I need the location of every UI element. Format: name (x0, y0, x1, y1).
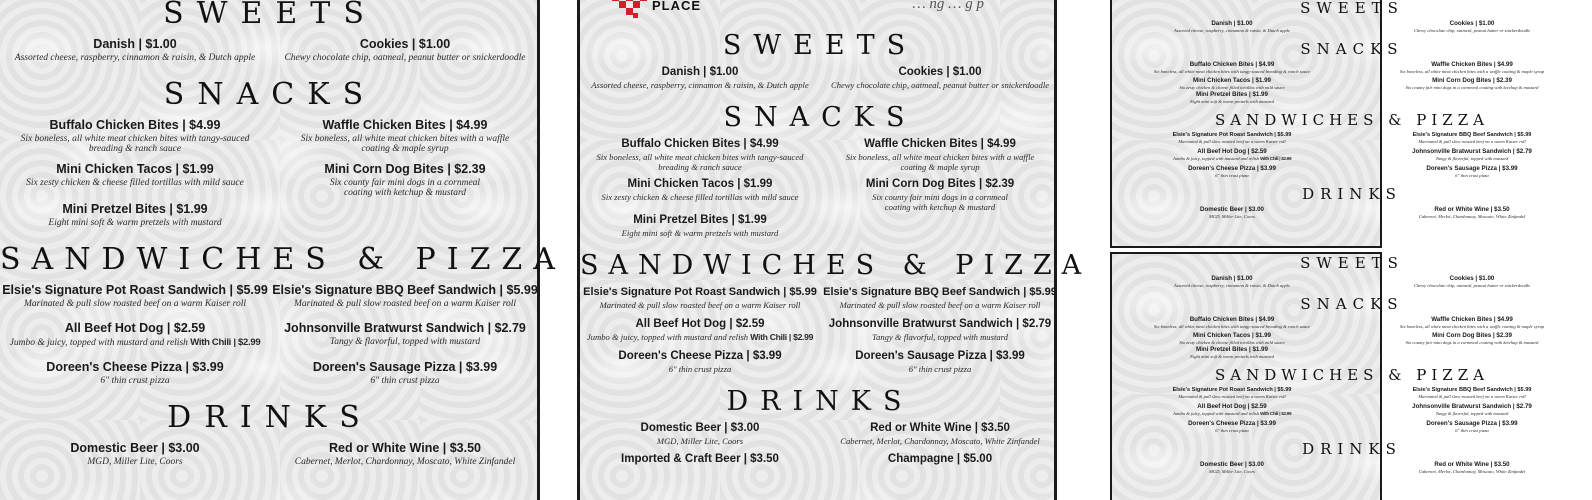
menu-item: Domestic Beer | $3.00 MGD, Miller Lite, Coors (1200, 461, 1264, 474)
section-title-drinks: DRINKS (1302, 440, 1402, 458)
section-title-drinks: DRINKS (1302, 185, 1402, 203)
section-title-snacks: SNACKS (1300, 295, 1404, 313)
menu-item: Doreen's Cheese Pizza | $3.99 6" thin crust pizza (1188, 420, 1276, 433)
menu-item: Domestic Beer | $3.00 MGD, Miller Lite, Coors (1200, 206, 1264, 219)
menu-item: Domestic Beer | $3.00 MGD, Miller Lite, Coors (640, 422, 760, 446)
logo (608, 0, 702, 25)
menu-item: Mini Pretzel Bites | $1.99 Eight mini soft & warm pretzels with mustard (1190, 346, 1274, 359)
menu-content (1112, 254, 1592, 474)
menu-item: Johnsonville Bratwurst Sandwich | $2.79 Tangy & flavorful, topped with mustard (1412, 148, 1532, 161)
menu-panel-2 (577, 0, 1092, 500)
menu-item: Mini Corn Dog Bites | $2.39 Six county fair mini dogs in a cornmeal coating with ketchup & mustard (324, 162, 486, 198)
menu-item: Domestic Beer | $3.00 MGD, Miller Lite, Coors (70, 441, 200, 467)
menu-panel-1 (0, 0, 566, 500)
menu-item: Red or White Wine | $3.50 Cabernet, Merlot, Chardonnay, Moscato, White Zinfandel (294, 441, 516, 467)
menu-content (1112, 0, 1592, 219)
menu-item: Danish | $1.00 Assorted cheese, raspberry, cinnamon & raisin, & Dutch apple (14, 37, 256, 63)
section-title-sweets: SWEETS (1300, 254, 1404, 272)
menu-item: Johnsonville Bratwurst Sandwich | $2.79 Tangy & flavorful, topped with mustard (284, 321, 526, 347)
menu-item: Doreen's Cheese Pizza | $3.99 6" thin crust pizza (46, 360, 224, 386)
menu-item: Red or White Wine | $3.50 Cabernet, Merlot, Chardonnay, Moscato, White Zinfandel (1418, 461, 1526, 474)
menu-item: Elsie's Signature BBQ Beef Sandwich | $5.99 Marinated & pull slow roasted beef on a warm Kaiser roll (1412, 132, 1532, 144)
menu-item: Elsie's Signature BBQ Beef Sandwich | $5.99 Marinated & pull slow roasted beef on a warm Kaiser roll (272, 283, 538, 309)
section-title-sandwiches: SANDWICHES & PIZZA (1215, 111, 1489, 129)
menu-item: Mini Chicken Tacos | $1.99 Six zesty chicken & cheese filled tortillas with mild sauce (26, 162, 244, 188)
menu-item: Red or White Wine | $3.50 Cabernet, Merlot, Chardonnay, Moscato, White Zinfandel (840, 422, 1040, 446)
section-title-sweets: SWEETS (163, 0, 377, 31)
menu-item: Red or White Wine | $3.50 Cabernet, Merlot, Chardonnay, Moscato, White Zinfandel (1418, 206, 1526, 219)
menu-panel-3 (1110, 0, 1545, 248)
menu-item: Buffalo Chicken Bites | $4.99 Six boneless, all white meat chicken bites with tangy-sauced breading & ranch sauce (1153, 316, 1311, 329)
menu-item: Elsie's Signature BBQ Beef Sandwich | $5.99 Marinated & pull slow roasted beef on a warm Kaiser roll (823, 286, 1057, 310)
menu-item: Elsie's Signature Pot Roast Sandwich | $5.99 Marinated & pull slow roasted beef on a warm Kaiser roll (2, 283, 268, 309)
menu-item: Doreen's Sausage Pizza | $3.99 6" thin crust pizza (312, 360, 498, 386)
menu-item: Mini Corn Dog Bites | $2.39 Six county fair mini dogs in a cornmeal coating with ketchup & mustard (1405, 332, 1539, 345)
menu-item: All Beef Hot Dog | $2.59 Jumbo & juicy, topped with mustard and relish With Chili | $2.99 (1172, 403, 1292, 416)
menu-item: Danish | $1.00 Assorted cheese, raspberry, cinnamon & raisin, & Dutch apple (1173, 275, 1291, 288)
menu-item: Mini Chicken Tacos | $1.99 Six zesty chicken & cheese filled tortillas with mild sauce (1179, 332, 1285, 345)
menu-item: All Beef Hot Dog | $2.59 Jumbo & juicy, topped with mustard and relish With Chili | $2.99 (1172, 148, 1292, 161)
menu-panel-4 (1110, 252, 1545, 500)
menu-item: Elsie's Signature Pot Roast Sandwich | $5.99 Marinated & pull slow roasted beef on a warm Kaiser roll (583, 286, 817, 310)
menu-item: Johnsonville Bratwurst Sandwich | $2.79 Tangy & flavorful, topped with mustard (828, 318, 1052, 342)
menu-item: Buffalo Chicken Bites | $4.99 Six boneless, all white meat chicken bites with tangy-sauced breading & ranch sauce (1153, 61, 1311, 74)
menu-item: Cookies | $1.00 Chewy chocolate chip, oatmeal, peanut butter or snickerdoodle (830, 66, 1050, 90)
menu-item: Mini Pretzel Bites | $1.99 Eight mini soft & warm pretzels with mustard (1190, 91, 1274, 104)
menu-item: All Beef Hot Dog | $2.59 Jumbo & juicy, topped with mustard and relish With Chili | $2.99 (586, 318, 814, 342)
menu-item: Cookies | $1.00 Chewy chocolate chip, oatmeal, peanut butter or snickerdoodle (284, 37, 526, 63)
menu-item: Waffle Chicken Bites | $4.99 Six boneless, all white meat chicken bites with a waffle coating & maple syrup (1399, 316, 1545, 329)
menu-item: Cookies | $1.00 Chewy chocolate chip, oatmeal, peanut butter or snickerdoodle (1413, 20, 1531, 33)
section-title-drinks: DRINKS (726, 386, 914, 417)
tagline: … ng … g p (912, 0, 984, 12)
section-title-snacks: SNACKS (1300, 40, 1404, 58)
checker-logo-icon (608, 0, 648, 20)
menu-content (580, 30, 1092, 465)
section-title-sweets: SWEETS (722, 30, 918, 61)
menu-item: Doreen's Sausage Pizza | $3.99 6" thin crust pizza (855, 350, 1025, 374)
menu-item: Mini Corn Dog Bites | $2.39 Six county fair mini dogs in a cornmeal coating with ketchup & mustard (1405, 77, 1539, 90)
menu-item: Mini Corn Dog Bites | $2.39 Six county fair mini dogs in a cornmeal coating with ketchup & mustard (865, 178, 1015, 212)
menu-item: Elsie's Signature Pot Roast Sandwich | $5.99 Marinated & pull slow roasted beef on a warm Kaiser roll (1172, 132, 1292, 144)
menu-item: Mini Pretzel Bites | $1.99 Eight mini soft & warm pretzels with mustard (48, 202, 222, 228)
menu-item: Johnsonville Bratwurst Sandwich | $2.79 Tangy & flavorful, topped with mustard (1412, 403, 1532, 416)
menu-content (0, 0, 566, 467)
section-title-sandwiches: SANDWICHES & PIZZA (580, 250, 1092, 281)
section-title-drinks: DRINKS (167, 400, 373, 435)
menu-item: Doreen's Cheese Pizza | $3.99 6" thin crust pizza (1188, 165, 1276, 178)
menu-item: Doreen's Sausage Pizza | $3.99 6" thin crust pizza (1426, 165, 1518, 178)
menu-item: Mini Pretzel Bites | $1.99 Eight mini soft & warm pretzels with mustard (621, 214, 779, 238)
menu-item: All Beef Hot Dog | $2.59 Jumbo & juicy, topped with mustard and relish With Chili | $2.99 (9, 321, 261, 348)
menu-item: Waffle Chicken Bites | $4.99 Six boneless, all white meat chicken bites with a waffle coating & maple syrup (300, 118, 510, 154)
menu-item: Champagne | $5.00 (887, 453, 993, 465)
section-title-snacks: SNACKS (723, 102, 917, 133)
menu-item: Imported & Craft Beer | $3.50 (621, 453, 779, 465)
section-title-snacks: SNACKS (163, 77, 377, 112)
section-title-sandwiches: SANDWICHES & PIZZA (0, 242, 566, 277)
menu-item: Buffalo Chicken Bites | $4.99 Six boneless, all white meat chicken bites with tangy-sauced breading & ranch sauce (596, 138, 804, 172)
menu-item: Elsie's Signature Pot Roast Sandwich | $5.99 Marinated & pull slow roasted beef on a warm Kaiser roll (1172, 387, 1292, 399)
menu-item: Doreen's Cheese Pizza | $3.99 6" thin crust pizza (618, 350, 782, 374)
logo-place-text: PLACE (652, 0, 702, 13)
menu-item: Mini Chicken Tacos | $1.99 Six zesty chicken & cheese filled tortillas with mild sauce (1179, 77, 1285, 90)
section-title-sweets: SWEETS (1300, 0, 1404, 17)
menu-item: Cookies | $1.00 Chewy chocolate chip, oatmeal, peanut butter or snickerdoodle (1413, 275, 1531, 288)
menu-item: Waffle Chicken Bites | $4.99 Six boneless, all white meat chicken bites with a waffle coating & maple syrup (845, 138, 1035, 172)
section-title-sandwiches: SANDWICHES & PIZZA (1215, 366, 1489, 384)
menu-item: Waffle Chicken Bites | $4.99 Six boneless, all white meat chicken bites with a waffle coating & maple syrup (1399, 61, 1545, 74)
menu-item: Elsie's Signature BBQ Beef Sandwich | $5.99 Marinated & pull slow roasted beef on a warm Kaiser roll (1412, 387, 1532, 399)
menu-item: Buffalo Chicken Bites | $4.99 Six boneless, all white meat chicken bites with tangy-sauced breading & ranch sauce (20, 118, 250, 154)
menu-item: Danish | $1.00 Assorted cheese, raspberry, cinnamon & raisin, & Dutch apple (591, 66, 809, 90)
menu-item: Mini Chicken Tacos | $1.99 Six zesty chicken & cheese filled tortillas with mild sauce (601, 178, 799, 202)
menu-item: Doreen's Sausage Pizza | $3.99 6" thin crust pizza (1426, 420, 1518, 433)
menu-item: Danish | $1.00 Assorted cheese, raspberry, cinnamon & raisin, & Dutch apple (1173, 20, 1291, 33)
